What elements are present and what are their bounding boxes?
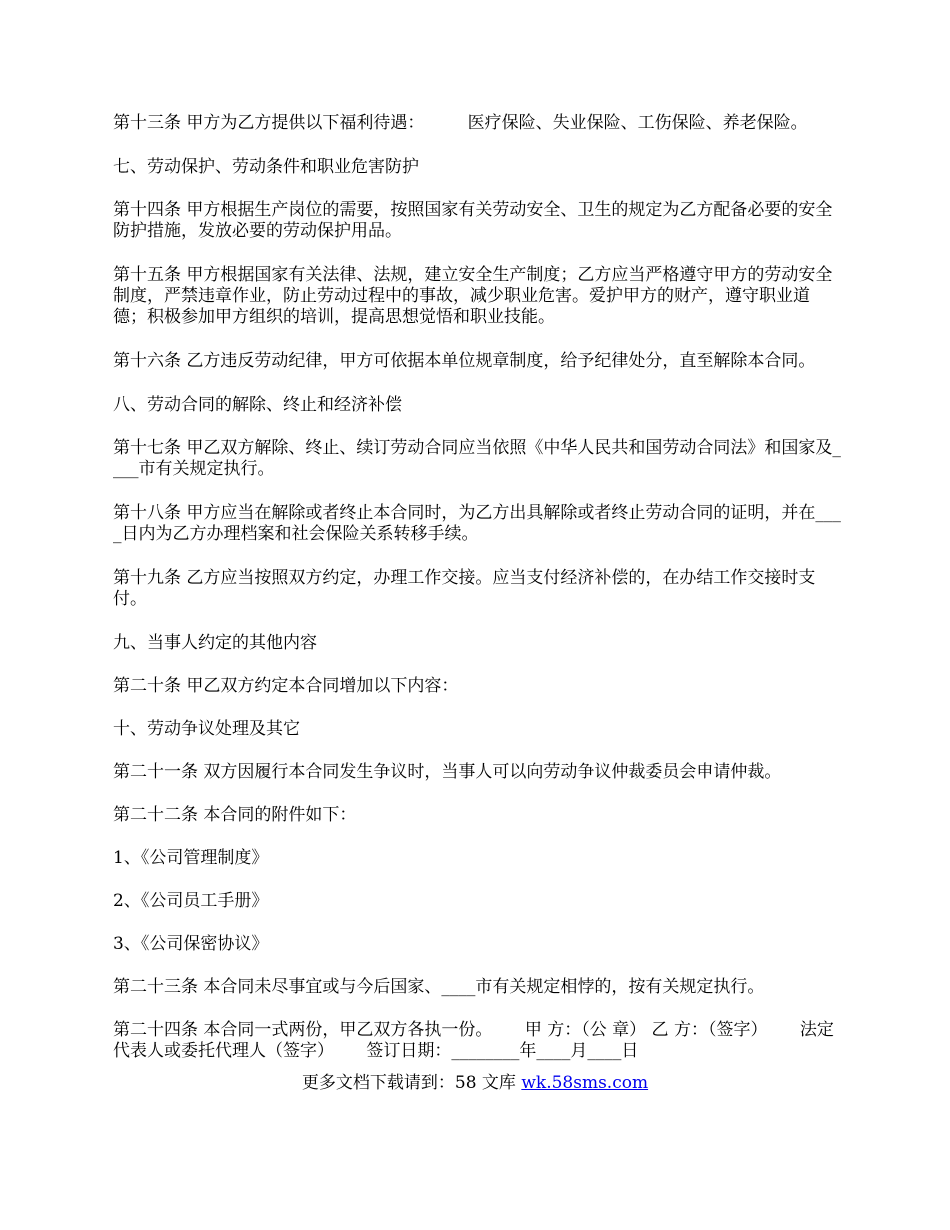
article-16: 第十六条 乙方违反劳动纪律，甲方可依据本单位规章制度，给予纪律处分，直至解除本合同。 bbox=[113, 351, 816, 371]
article-23: 第二十三条 本合同未尽事宜或与今后国家、____市有关规定相悖的，按有关规定执行。 bbox=[113, 977, 765, 997]
page-footer bbox=[0, 1072, 950, 1094]
article-19: 第十九条 乙方应当按照双方约定，办理工作交接。应当支付经济补偿的，在办结工作交接时支付。 bbox=[113, 568, 816, 609]
article-14: 第十四条 甲方根据生产岗位的需要，按照国家有关劳动安全、卫生的规定为乙方配备必要的安全防护措施，发放必要的劳动保护用品。 bbox=[113, 200, 833, 241]
section-heading-7: 七、劳动保护、劳动条件和职业危害防护 bbox=[113, 157, 419, 177]
article-18: 第十八条 甲方应当在解除或者终止本合同时，为乙方出具解除或者终止劳动合同的证明，并在____日内为乙方办理档案和社会保险关系转移手续。 bbox=[113, 503, 841, 544]
article-17: 第十七条 甲乙双方解除、终止、续订劳动合同应当依照《中华人民共和国劳动合同法》和国家及____市有关规定执行。 bbox=[113, 438, 841, 479]
document-body bbox=[113, 113, 843, 1085]
article-20: 第二十条 甲乙双方约定本合同增加以下内容： bbox=[113, 676, 459, 696]
article-21: 第二十一条 双方因履行本合同发生争议时，当事人可以向劳动争议仲裁委员会申请仲裁。 bbox=[113, 762, 782, 782]
article-13: 第十三条 甲方为乙方提供以下福利待遇： 医疗保险、失业保险、工伤保险、养老保险。 bbox=[113, 113, 808, 133]
footer-link[interactable]: wk.58sms.com bbox=[521, 1073, 649, 1093]
article-24-signature: 第二十四条 本合同一式两份，甲乙双方各执一份。 甲 方：（公 章） 乙 方：（签字） 法定代表人或委托代理人（签字） 签订日期：________年____月____日 bbox=[113, 1020, 834, 1061]
article-15: 第十五条 甲方根据国家有关法律、法规，建立安全生产制度；乙方应当严格遵守甲方的劳动安全制度，严禁违章作业，防止劳动过程中的事故，减少职业危害。爱护甲方的财产，遵守职业道德；积极参加甲方组织的培训，提高思想觉悟和职业技能。 bbox=[113, 265, 833, 327]
attachment-1: 1、《公司管理制度》 bbox=[113, 848, 269, 868]
attachment-2: 2、《公司员工手册》 bbox=[113, 891, 269, 911]
footer-prefix: 更多文档下载请到：58 文库 bbox=[301, 1073, 522, 1093]
section-heading-9: 九、当事人约定的其他内容 bbox=[113, 633, 317, 653]
section-heading-10: 十、劳动争议处理及其它 bbox=[113, 719, 300, 739]
section-heading-8: 八、劳动合同的解除、终止和经济补偿 bbox=[113, 395, 402, 415]
attachment-3: 3、《公司保密协议》 bbox=[113, 934, 269, 954]
article-22: 第二十二条 本合同的附件如下： bbox=[113, 805, 357, 825]
